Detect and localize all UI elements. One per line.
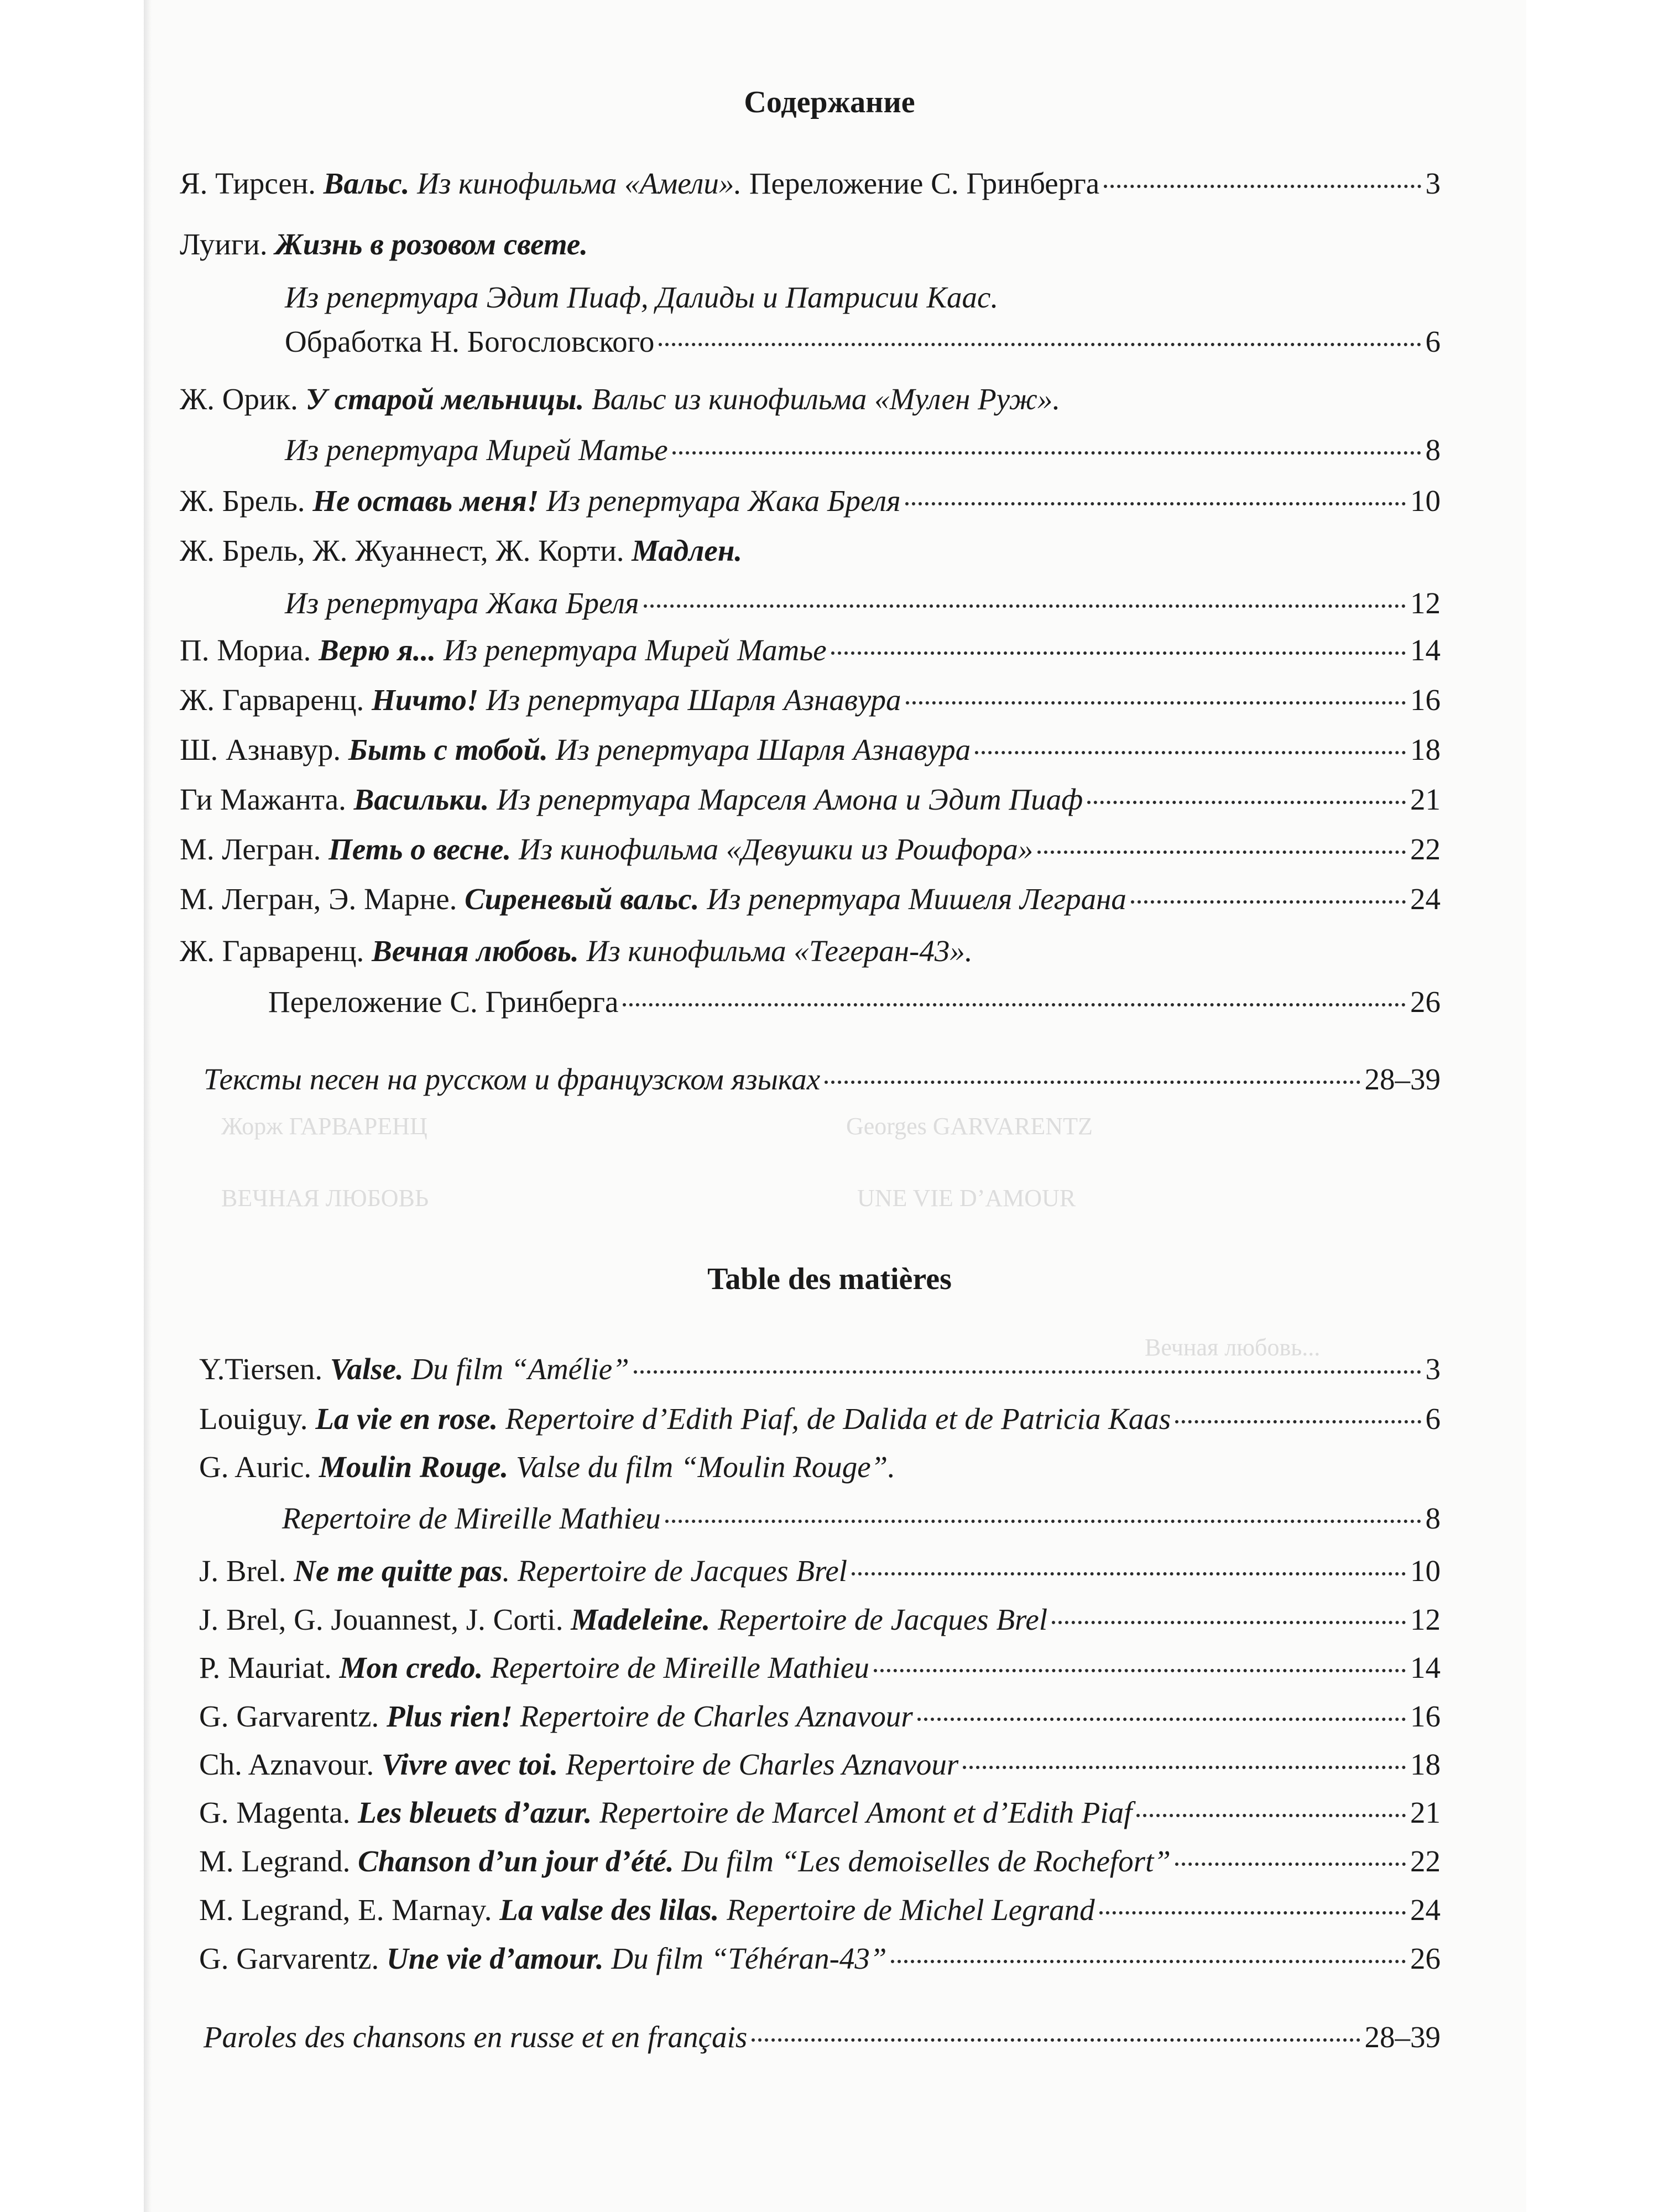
page-number: 6 [1425,1402,1441,1436]
dot-leader [831,651,1406,655]
song-title: Петь о весне. [328,832,512,866]
show-through-text: Вечная любовь... [1145,1334,1321,1361]
song-title: Une vie d’amour. [387,1942,604,1975]
show-through-text: Жорж ГАРВАРЕНЦ [221,1113,427,1140]
song-title: La vie en rose. [315,1402,498,1436]
toc-entry: Ch. Aznavour. Vivre avec toi. Repertoire de Charles Aznavour 18 [199,1745,1441,1785]
toc-entry: М. Легран. Петь о весне. Из кинофильма «Девушки из Рошфора» 22 [180,830,1441,869]
page-number: 18 [1410,1747,1441,1781]
page-number: 6 [1425,325,1441,358]
page-number: 16 [1410,1699,1441,1733]
toc-entry-continuation: Repertoire de Mireille Mathieu 8 [282,1499,1441,1538]
dot-leader [905,502,1406,505]
page-number: 14 [1410,1651,1441,1684]
toc-entry: Я. Тирсен. Вальс. Из кинофильма «Амели». Переложение С. Гринберга 3 [180,164,1441,204]
toc-entry: Louiguy. La vie en rose. Repertoire d’Edith Piaf, de Dalida et de Patricia Kaas 6 [199,1399,1441,1439]
page-number: 21 [1410,782,1441,816]
toc-entry: М. Легран, Э. Марне. Сиреневый вальс. Из репертуара Мишеля Леграна 24 [180,879,1441,919]
song-title: Сиреневый вальс. [465,882,700,916]
song-title: Быть с тобой. [348,733,548,766]
dot-leader [1136,1814,1406,1817]
page-number: 14 [1410,633,1441,667]
song-title: Les bleuets d’azur. [358,1796,592,1829]
dot-leader [665,1520,1421,1523]
dot-leader [1131,900,1406,904]
dot-leader [975,751,1406,754]
song-title: У старой мельницы. [305,382,585,416]
page-number: 12 [1410,1603,1441,1636]
dot-leader [1052,1621,1406,1624]
toc-entry-texts: Paroles des chansons en russe et en français 28–39 [204,2017,1441,2057]
toc-entry: Ж. Орик. У старой мельницы. Вальс из кинофильма «Мулен Руж». [180,382,1061,416]
song-title: Жизнь в розовом свете. [275,227,588,261]
contents-heading-fr: Table des matières [707,1262,952,1296]
song-title: Ничто! [372,683,479,717]
page-number: 24 [1410,1893,1441,1927]
dot-leader [1175,1863,1406,1866]
page-number: 26 [1410,1942,1441,1975]
toc-entry: Ш. Азнавур. Быть с тобой. Из репертуара Шарля Азнавура 18 [180,730,1441,770]
show-through-text: ВЕЧНАЯ ЛЮБОВЬ [221,1185,429,1212]
page-number: 8 [1425,433,1441,467]
toc-entry: П. Мориа. Верю я... Из репертуара Мирей Матье 14 [180,630,1441,670]
dot-leader [672,451,1421,455]
toc-entry: Луиги. Жизнь в розовом свете. [180,227,588,261]
dot-leader [852,1572,1406,1575]
dot-leader [1104,185,1421,188]
song-title: Не оставь меня! [312,484,539,518]
toc-entry: Ги Мажанта. Васильки. Из репертуара Марселя Амона и Эдит Пиаф 21 [180,780,1441,820]
song-title: Valse. [330,1352,404,1386]
toc-entry: M. Legrand, E. Marnay. La valse des lilas. Repertoire de Michel Legrand 24 [199,1890,1441,1930]
show-through-text: Georges GARVARENTZ [846,1113,1093,1140]
show-through-text: UNE VIE D’AMOUR [857,1185,1076,1212]
song-title: Mon credo. [339,1651,483,1684]
toc-entry: Ж. Брель. Не оставь меня! Из репертуара Жака Бреля 10 [180,481,1441,521]
page-number: 24 [1410,882,1441,916]
page-number: 12 [1410,586,1441,620]
toc-entry: G. Auric. Moulin Rouge. Valse du film “Moulin Rouge”. [199,1450,895,1484]
song-title: Вечная любовь. [372,934,579,968]
toc-entry: M. Legrand. Chanson d’un jour d’été. Du film “Les demoiselles de Rochefort” 22 [199,1841,1441,1881]
song-title: Мадлен. [632,534,743,567]
song-title: Верю я... [319,633,436,667]
page-number: 3 [1425,1352,1441,1386]
dot-leader [752,2038,1360,2042]
toc-entry-continuation: Из репертуара Эдит Пиаф, Далиды и Патрисии Каас. [285,280,999,314]
toc-entry: J. Brel, G. Jouannest, J. Corti. Madeleine. Repertoire de Jacques Brel 12 [199,1600,1441,1640]
song-title: Chanson d’un jour d’été. [358,1844,674,1878]
toc-entry: Y.Tiersen. Valse. Du film “Amélie” 3 [199,1349,1441,1389]
dot-leader [825,1081,1360,1084]
dot-leader [874,1669,1406,1672]
dot-leader [917,1718,1406,1721]
toc-entry: Ж. Гарваренц. Ничто! Из репертуара Шарля Азнавура 16 [180,680,1441,720]
toc-entry-continuation: Переложение С. Гринберга 26 [268,982,1441,1022]
song-title: Вальс. [323,166,410,200]
dot-leader [891,1960,1406,1963]
song-title: Васильки. [353,782,489,816]
song-title: Ne me quitte pas [294,1554,503,1588]
song-title: Moulin Rouge. [319,1450,509,1484]
dot-leader [906,701,1406,705]
contents-heading-ru: Содержание [744,85,915,119]
song-title: Plus rien! [387,1699,513,1733]
toc-entry-texts: Тексты песен на русском и французском языках 28–39 [204,1060,1441,1099]
toc-entry: J. Brel. Ne me quitte pas. Repertoire de Jacques Brel 10 [199,1551,1441,1591]
toc-entry-continuation: Из репертуара Мирей Матье 8 [285,430,1441,470]
page-number: 28–39 [1364,1062,1441,1096]
dot-leader [963,1766,1406,1769]
page-number: 22 [1410,832,1441,866]
toc-entry: G. Garvarentz. Une vie d’amour. Du film “Téhéran-43” 26 [199,1939,1441,1979]
dot-leader [634,1370,1421,1374]
dot-leader [623,1003,1406,1006]
page-number: 16 [1410,683,1441,717]
song-title: Madeleine. [571,1603,711,1636]
dot-leader [1099,1911,1406,1914]
toc-entry: G. Magenta. Les bleuets d’azur. Repertoire de Marcel Amont et d’Edith Piaf 21 [199,1793,1441,1833]
dot-leader [1037,851,1406,854]
page-number: 8 [1425,1501,1441,1535]
toc-entry: G. Garvarentz. Plus rien! Repertoire de Charles Aznavour 16 [199,1697,1441,1736]
page-number: 3 [1425,166,1441,200]
song-title: Vivre avec toi. [381,1747,559,1781]
dot-leader [659,343,1421,346]
page-number: 10 [1410,484,1441,518]
dot-leader [1087,801,1406,804]
toc-entry-continuation: Обработка Н. Богословского 6 [285,322,1441,362]
toc-entry-continuation: Из репертуара Жака Бреля 12 [285,583,1441,623]
page-number: 22 [1410,1844,1441,1878]
dot-leader [1175,1420,1421,1423]
toc-entry: Ж. Брель, Ж. Жуаннест, Ж. Корти. Мадлен. [180,534,743,567]
dot-leader [644,604,1406,608]
page-number: 26 [1410,985,1441,1019]
page-number: 21 [1410,1796,1441,1829]
page-number: 10 [1410,1554,1441,1588]
page-number: 28–39 [1364,2020,1441,2054]
toc-entry: P. Mauriat. Mon credo. Repertoire de Mireille Mathieu 14 [199,1648,1441,1688]
song-title: La valse des lilas. [499,1893,719,1927]
page-number: 18 [1410,733,1441,766]
toc-entry: Ж. Гарваренц. Вечная любовь. Из кинофильма «Тегеран-43». [180,934,973,968]
